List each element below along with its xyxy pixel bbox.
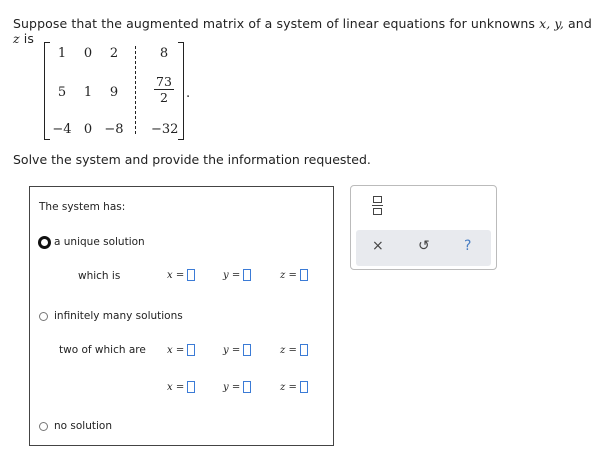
answer-panel (29, 186, 334, 446)
two-of-which-caption: two of which are (59, 344, 146, 356)
infinite-x1-equation (167, 344, 195, 356)
matrix-cell: 5 (57, 85, 67, 100)
instruction-text: Solve the system and provide the information requested. (13, 152, 371, 167)
infinite-x2-equation (167, 381, 195, 393)
infinite-y2-equation (223, 381, 251, 393)
infinite-x1-input[interactable] (187, 344, 195, 356)
fraction-numerator: 73 (154, 74, 174, 90)
matrix-left-bracket (44, 42, 50, 140)
eq-label: y = (223, 382, 241, 393)
matrix-cell: 9 (109, 85, 119, 100)
unique-solution-radio[interactable] (38, 236, 51, 249)
unique-y-equation (223, 269, 251, 281)
no-solution-label[interactable]: no solution (54, 420, 112, 432)
matrix-cell: −4 (52, 122, 72, 137)
eq-label: z = (280, 270, 297, 281)
infinite-solutions-label[interactable]: infinitely many solutions (54, 310, 183, 322)
infinite-z2-equation (280, 381, 308, 393)
help-icon[interactable]: ? (464, 238, 472, 254)
matrix-cell: 2 (109, 46, 119, 61)
augmented-matrix (44, 42, 184, 138)
eq-label: x = (167, 345, 185, 356)
fraction-denominator: 2 (160, 90, 168, 105)
unique-x-equation (167, 269, 195, 281)
matrix-cell: 1 (57, 46, 67, 61)
unique-solution-label[interactable]: a unique solution (54, 236, 145, 248)
eq-label: x = (167, 270, 185, 281)
matrix-augmented-cell: −32 (151, 122, 179, 137)
eq-label: x = (167, 382, 185, 393)
infinite-y1-equation (223, 344, 251, 356)
infinite-x2-input[interactable] (187, 381, 195, 393)
matrix-cell: 0 (83, 122, 93, 137)
answer-heading: The system has: (39, 201, 126, 213)
infinite-solutions-radio[interactable] (39, 312, 48, 321)
matrix-cell: −8 (104, 122, 124, 137)
prompt-is: is (19, 31, 34, 46)
infinite-y1-input[interactable] (243, 344, 251, 356)
clear-icon[interactable]: × (372, 238, 384, 254)
var-y: y, (554, 16, 564, 31)
augmented-separator (135, 46, 136, 134)
matrix-cell: 0 (83, 46, 93, 61)
unique-z-input[interactable] (300, 269, 308, 281)
matrix-period: . (186, 86, 191, 101)
fraction-icon[interactable] (372, 196, 383, 220)
which-is-caption: which is (78, 270, 121, 282)
var-z: z (13, 31, 20, 46)
infinite-z2-input[interactable] (300, 381, 308, 393)
infinite-z1-input[interactable] (300, 344, 308, 356)
eq-label: z = (280, 345, 297, 356)
matrix-cell: 1 (83, 85, 93, 100)
unique-y-input[interactable] (243, 269, 251, 281)
unique-z-equation (280, 269, 308, 281)
infinite-y2-input[interactable] (243, 381, 251, 393)
unique-x-input[interactable] (187, 269, 195, 281)
prompt-text: Suppose that the augmented matrix of a system of linear equations for unknowns (13, 16, 540, 31)
undo-icon[interactable]: ↺ (418, 238, 430, 254)
no-solution-radio[interactable] (39, 422, 48, 431)
var-x: x, (539, 16, 551, 31)
prompt-and: and (563, 16, 592, 31)
eq-label: y = (223, 345, 241, 356)
eq-label: z = (280, 382, 297, 393)
matrix-augmented-fraction (154, 74, 174, 105)
eq-label: y = (223, 270, 241, 281)
matrix-augmented-cell: 8 (159, 46, 169, 61)
infinite-z1-equation (280, 344, 308, 356)
matrix-right-bracket (178, 42, 184, 140)
